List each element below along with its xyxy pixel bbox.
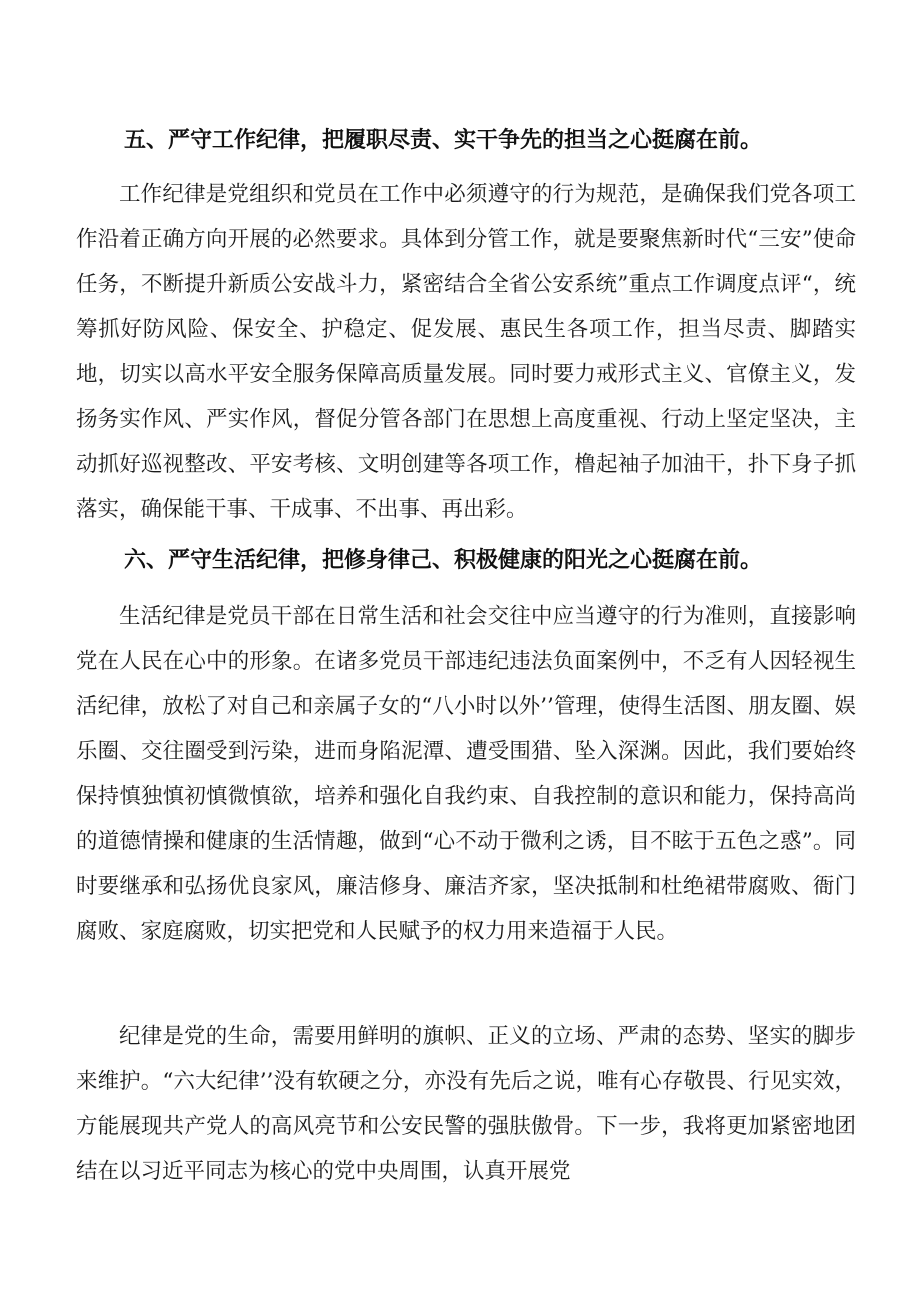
section-five-heading: 五、严守工作纪律，把履职尽责、实干争先的担当之心挺腐在前。 <box>124 128 763 153</box>
closing-paragraph: 纪律是党的生命，需要用鲜明的旗帜、正义的立场、严肃的态势、坚实的脚步来维护。“六大纪律’’没有软硬之分，亦没有先后之说，唯有心存敬畏、行见实效，方能展现共产党人的高风亮节和公安民警的强肤傲骨。下一步，我将更加紧密地团结在以习近平同志为核心的党中央周围，认真开展党 <box>76 1024 856 1184</box>
section-six-heading: 六、严守生活纪律，把修身律己、积极健康的阳光之心挺腐在前。 <box>124 548 763 573</box>
section-six-paragraph: 生活纪律是党员干部在日常生活和社会交往中应当遵守的行为准则，直接影响党在人民在心中的形象。在诸多党员干部违纪违法负面案例中，不乏有人因轻视生活纪律，放松了对自己和亲属子女的“八小时以外’’管理，使得生活图、朋友圈、娱乐圈、交往圈受到污染，进而身陷泥潭、遭受围猎、坠入深渊。因此，我们要始终保持慎独慎初慎微慎欲，培养和强化自我约束、自我控制的意识和能力，保持高尚的道德情操和健康的生活情趣，做到“心不动于微利之诱，目不眩于五色之惑”。同时要继承和弘扬优良家风，廉洁修身、廉洁齐家，坚决抵制和杜绝裙带腐败、衙门腐败、家庭腐败，切实把党和人民赋予的权力用来造福于人民。 <box>76 604 856 944</box>
section-five-paragraph: 工作纪律是党组织和党员在工作中必须遵守的行为规范，是确保我们党各项工作沿着正确方向开展的必然要求。具体到分管工作，就是要聚焦新时代“三安”使命任务，不断提升新质公安战斗力，紧密结合全省公安系统”重点工作调度点评“，统筹抓好防风险、保安全、护稳定、促发展、惠民生各项工作，担当尽责、脚踏实地，切实以高水平安全服务保障高质量发展。同时要力戒形式主义、官僚主义，发扬务实作风、严实作风，督促分管各部门在思想上高度重视、行动上坚定坚决，主动抓好巡视整改、平安考核、文明创建等各项工作，橹起袖子加油干，扑下身子抓落实，确保能干事、干成事、不出事、再出彩。 <box>76 182 856 522</box>
